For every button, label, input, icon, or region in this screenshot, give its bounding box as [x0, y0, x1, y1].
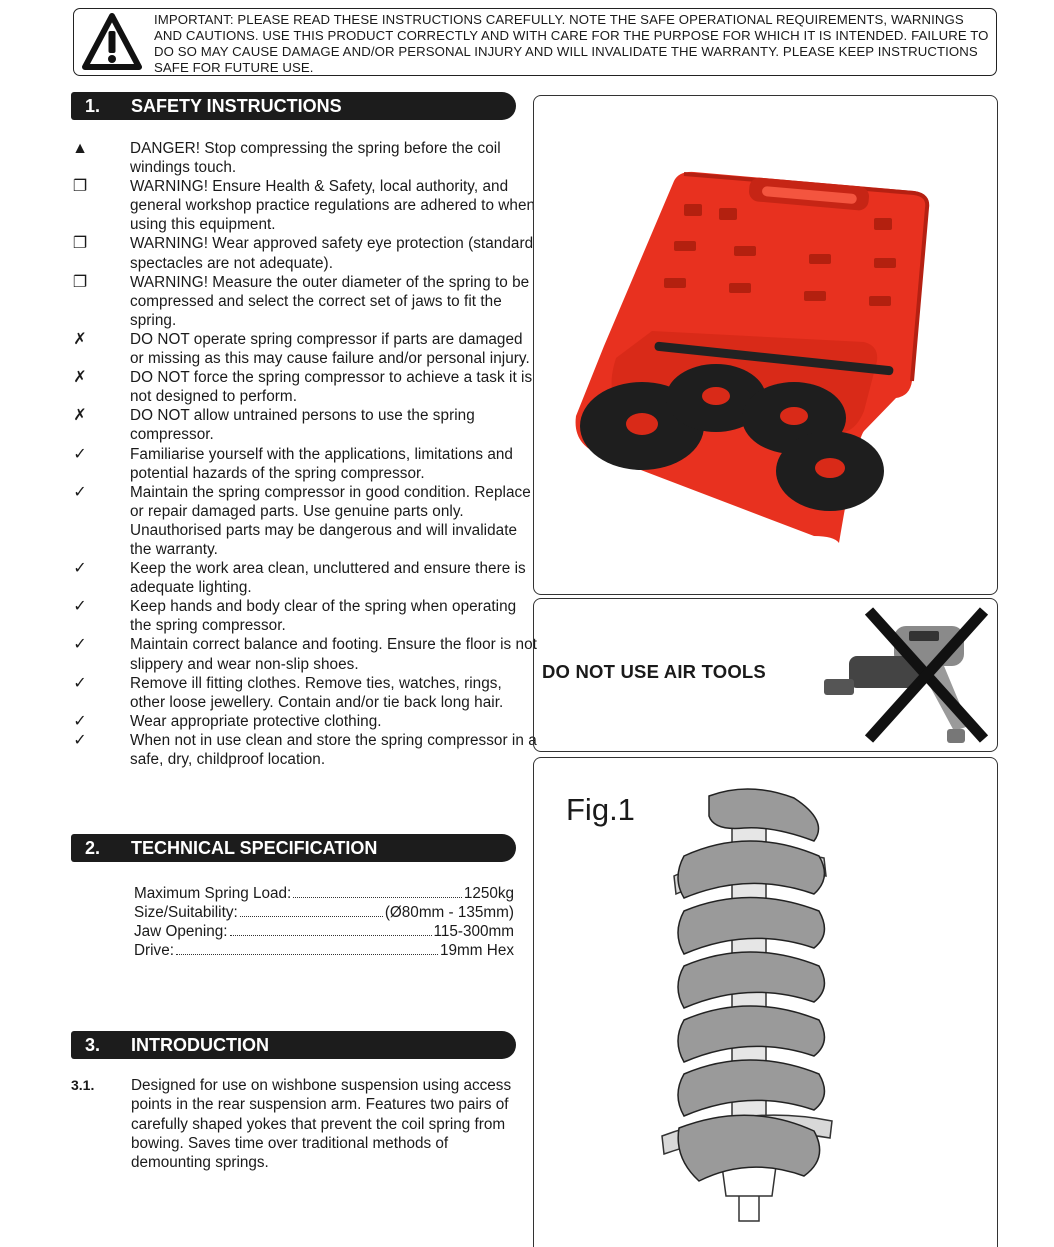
safety-symbol-icon: ✓: [73, 445, 87, 463]
spec-row: [134, 903, 514, 922]
product-photo-frame: [533, 95, 998, 595]
spec-leader-dots: [240, 916, 383, 917]
safety-item-text: WARNING! Wear approved safety eye protection (standard spectacles are not adequate).: [130, 235, 534, 272]
safety-item: [70, 139, 540, 177]
safety-item: [70, 712, 540, 731]
safety-symbol-icon: ✗: [73, 407, 87, 425]
important-notice-box: [73, 8, 997, 76]
safety-symbol-icon: ✓: [73, 598, 87, 616]
safety-symbol-icon: ✓: [73, 674, 87, 692]
section-header-safety: [71, 92, 516, 120]
safety-symbol-icon: ❐: [72, 235, 88, 253]
spec-row: [134, 922, 514, 941]
safety-item-text: WARNING! Measure the outer diameter of the spring to be compressed and select the correct set of jaws to fit the spring.: [130, 273, 530, 329]
safety-symbol-icon: ❐: [72, 273, 88, 291]
spec-value: 115-300mm: [433, 923, 514, 940]
spec-label: Drive:: [134, 942, 174, 959]
important-notice-text: IMPORTANT: PLEASE READ THESE INSTRUCTIONS CAREFULLY. NOTE THE SAFE OPERATIONAL REQUIREMENTS, WARNINGS AND CAUTIONS. USE THIS PRODUCT CORRECTLY AND WITH CARE FOR THE PURPOSE FOR WHICH IT IS INTENDED. FAILURE TO DO SO MAY CAUSE DAMAGE AND/OR PERSONAL INJURY AND WILL INVALIDATE THE WARRANTY. PLEASE KEEP INSTRUCTIONS SAFE FOR FUTURE USE.: [154, 12, 989, 75]
spec-leader-dots: [293, 897, 462, 898]
section-header-introduction: [71, 1031, 516, 1059]
safety-item-text: WARNING! Ensure Health & Safety, local authority, and general workshop practice regulations are adhered to when using this equipment.: [130, 178, 536, 234]
safety-item: [70, 559, 540, 597]
introduction-paragraph: [71, 1076, 521, 1172]
safety-symbol-icon: ✓: [73, 731, 87, 749]
safety-symbol-icon: ✗: [73, 330, 87, 348]
safety-item-text: DO NOT allow untrained persons to use the spring compressor.: [130, 407, 475, 444]
spec-value: 19mm Hex: [440, 942, 514, 959]
spec-leader-dots: [176, 954, 438, 955]
safety-item: [70, 234, 540, 272]
safety-item-text: Familiarise yourself with the applications, limitations and potential hazards of the spring compressor.: [130, 445, 513, 482]
section-number: 2.: [85, 838, 101, 858]
crossed-out-air-tool-icon: [819, 601, 995, 749]
safety-symbol-icon: ✗: [73, 369, 87, 387]
section-title: TECHNICAL SPECIFICATION: [131, 838, 378, 858]
section-header-technical: [71, 834, 516, 862]
safety-item: [70, 731, 540, 769]
spec-value: (Ø80mm - 135mm): [384, 904, 514, 921]
safety-symbol-icon: ❐: [72, 178, 88, 196]
safety-item: [70, 368, 540, 406]
technical-spec-table: [134, 884, 514, 960]
safety-item: [70, 445, 540, 483]
intro-text: Designed for use on wishbone suspension using access points in the rear suspension arm. Features two pairs of carefully shaped yokes that prevent the coil spring from bowing. Saves time over traditional methods of demounting springs.: [131, 1077, 512, 1172]
intro-number: 3.1.: [71, 1077, 95, 1093]
safety-item: [70, 483, 540, 559]
safety-item: [70, 597, 540, 635]
section-number: 3.: [85, 1035, 101, 1055]
spec-label: Jaw Opening:: [134, 923, 228, 940]
safety-item-text: Maintain the spring compressor in good condition. Replace or repair damaged parts. Use genuine parts only. Unauthorised parts may be dangerous and will invalidate the warranty.: [130, 483, 531, 558]
safety-item-text: DO NOT force the spring compressor to achieve a task it is not designed to perform.: [130, 369, 533, 406]
safety-item: [70, 273, 540, 330]
safety-item: [70, 330, 540, 368]
safety-symbol-icon: ✓: [73, 560, 87, 578]
warning-triangle-icon: [82, 13, 142, 71]
section-title: INTRODUCTION: [131, 1035, 269, 1055]
figure-1-frame: [533, 757, 998, 1247]
safety-symbol-icon: ✓: [73, 636, 87, 654]
spring-compressor-kit-image: [534, 96, 996, 592]
safety-item-text: Remove ill fitting clothes. Remove ties, watches, rings, other loose jewellery. Contain and/or tie back long hair.: [130, 674, 504, 711]
safety-item: [70, 674, 540, 712]
safety-item: [70, 406, 540, 444]
safety-item-text: Keep hands and body clear of the spring when operating the spring compressor.: [130, 598, 517, 635]
safety-symbol-icon: ▲: [72, 140, 88, 157]
safety-item: [70, 635, 540, 673]
spec-leader-dots: [230, 935, 432, 936]
safety-item-text: Wear appropriate protective clothing.: [130, 712, 382, 730]
safety-instructions-list: [70, 139, 540, 769]
spec-row: [134, 941, 514, 960]
air-tools-warning-box: [533, 598, 998, 752]
coil-spring-diagram: [654, 786, 844, 1236]
air-tools-warning-text: DO NOT USE AIR TOOLS: [542, 661, 766, 682]
section-number: 1.: [85, 96, 101, 116]
safety-symbol-icon: ✓: [73, 712, 87, 730]
spec-value: 1250kg: [463, 885, 514, 902]
figure-label: Fig.1: [566, 792, 635, 827]
spec-label: Maximum Spring Load:: [134, 885, 292, 902]
safety-item: [70, 177, 540, 234]
section-title: SAFETY INSTRUCTIONS: [131, 96, 342, 116]
safety-item-text: Maintain correct balance and footing. Ensure the floor is not slippery and wear non-slip shoes.: [130, 636, 537, 673]
safety-symbol-icon: ✓: [73, 483, 87, 501]
safety-item-text: Keep the work area clean, uncluttered and ensure there is adequate lighting.: [130, 560, 526, 597]
spec-row: [134, 884, 514, 903]
safety-item-text: When not in use clean and store the spring compressor in a safe, dry, childproof location.: [130, 731, 537, 768]
safety-item-text: DO NOT operate spring compressor if parts are damaged or missing as this may cause failure and/or personal injury.: [130, 330, 530, 368]
safety-item-text: DANGER! Stop compressing the spring before the coil windings touch.: [130, 140, 501, 177]
spec-label: Size/Suitability:: [134, 904, 238, 921]
